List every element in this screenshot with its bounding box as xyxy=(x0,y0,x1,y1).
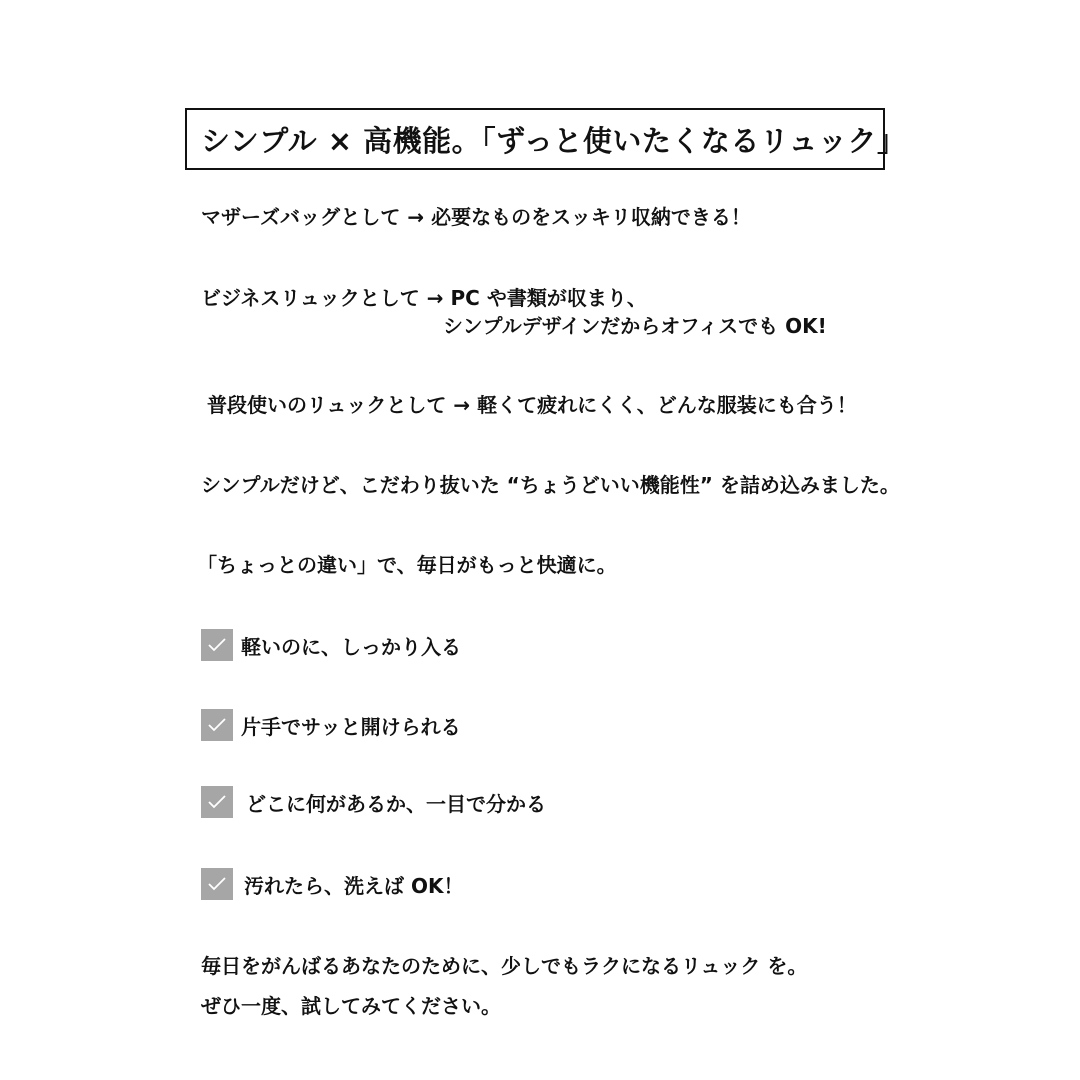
use-everyday-backpack xyxy=(207,391,857,419)
check-icon xyxy=(201,786,233,818)
title-box xyxy=(185,108,907,170)
check-icon xyxy=(201,629,233,661)
checklist-text: 汚れたら、洗えば OK！ xyxy=(244,873,464,898)
use-desc-line2: シンプルデザインだからオフィスでも OK! xyxy=(443,314,827,338)
arrow-icon: → xyxy=(407,205,425,229)
checklist-text: 軽いのに、しっかり入る xyxy=(241,634,461,659)
use-desc: PC や書類が収まり、 xyxy=(450,286,647,310)
arrow-icon: → xyxy=(453,393,471,417)
use-mothers-bag xyxy=(201,203,751,231)
checklist-text: 片手でサッと開けられる xyxy=(241,714,461,739)
checklist-item xyxy=(201,709,461,741)
use-label: ビジネスリュックとして xyxy=(201,286,420,310)
statement-difference: 「ちょっとの違い」で、毎日がもっと快適に。 xyxy=(197,553,617,577)
closing-line: ぜひ一度、試してみてください。 xyxy=(201,994,501,1018)
checklist-item xyxy=(201,868,463,900)
checklist-text: どこに何があるか、一目で分かる xyxy=(246,791,546,816)
use-business-backpack xyxy=(201,284,647,312)
use-label: 普段使いのリュックとして xyxy=(207,393,447,417)
check-icon xyxy=(201,709,233,741)
statement-functionality: シンプルだけど、こだわり抜いた “ちょうどいい機能性” を詰め込みました。 xyxy=(201,473,900,497)
page-title: シンプル × 高機能。「ずっと使いたくなるリュック」 xyxy=(201,123,907,158)
arrow-icon: → xyxy=(426,286,444,310)
use-desc: 必要なものをスッキリ収納できる！ xyxy=(431,205,751,229)
checklist-item xyxy=(201,786,546,818)
checklist-item xyxy=(201,629,461,661)
closing-line: 毎日をがんばるあなたのために、少しでもラクになるリュック を。 xyxy=(201,954,808,978)
use-desc: 軽くて疲れにくく、どんな服装にも合う！ xyxy=(477,393,857,417)
check-icon xyxy=(201,868,233,900)
use-label: マザーズバッグとして xyxy=(201,205,401,229)
